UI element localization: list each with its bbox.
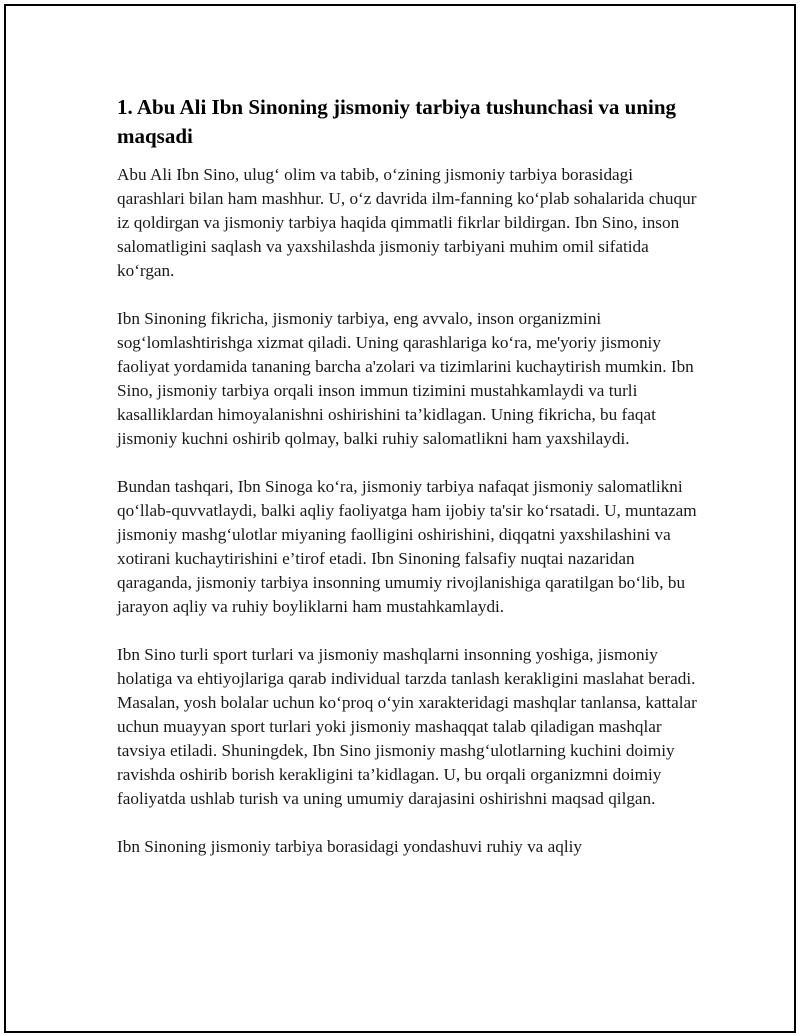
paragraph-1: Abu Ali Ibn Sino, ulug‘ olim va tabib, o‘zining jismoniy tarbiya borasidagi qarashlari bilan ham mashhur. U, o‘z davrida ilm-fanning ko‘plab sohalarida chuqur iz qoldirgan va jismoniy tarbiya haqida qimmatli fikrlar bildirgan. Ibn Sino, inson salomatligini saqlash va yaxshilashda jismoniy tarbiyani muhim omil sifatida ko‘rgan. [117,165,697,280]
paragraph-4: Ibn Sino turli sport turlari va jismoniy mashqlarni insonning yoshiga, jismoniy holatiga va ehtiyojlariga qarab individual tarzda tanlash kerakligini maslahat beradi. Masalan, yosh bolalar uchun ko‘proq o‘yin xarakteridagi mashqlar tanlansa, kattalar uchun muayyan sport turlari yoki jismoniy mashaqqat talab qiladigan mashqlar tavsiya etiladi. Shuningdek, Ibn Sino jismoniy mashg‘ulotlarning kuchini doimiy ravishda oshirib borish kerakligini ta’kidlagan. U, bu orqali organizmni doimiy faoliyatda ushlab turish va uning umumiy darajasini oshirishni maqsad qilgan. [117,645,697,808]
section-heading: 1. Abu Ali Ibn Sinoning jismoniy tarbiya tushunchasi va uning maqsadi [117,95,677,148]
paragraph-3: Bundan tashqari, Ibn Sinoga ko‘ra, jismoniy tarbiya nafaqat jismoniy salomatlikni qo‘llab-quvvatlaydi, balki aqliy faoliyatga ham ijobiy ta'sir ko‘rsatadi. U, muntazam jismoniy mashg‘ulotlar miyaning faolligini oshirishini, diqqatni yaxshilashini va xotirani kuchaytirishini e’tirof etadi. Ibn Sinoning falsafiy nuqtai nazaridan qaraganda, jismoniy tarbiya insonning umumiy rivojlanishiga qaratilgan bo‘lib, bu jarayon aqliy va ruhiy boyliklarni ham mustahkamlaydi. [117,477,697,616]
paragraph-2: Ibn Sinoning fikricha, jismoniy tarbiya, eng avvalo, inson organizmini sog‘lomlashtirishga xizmat qiladi. Uning qarashlariga ko‘ra, me'yoriy jismoniy faoliyat yordamida tananing barcha a'zolari va tizimlarini kuchaytirish mumkin. Ibn Sino, jismoniy tarbiya orqali inson immun tizimini mustahkamlaydi va turli kasalliklardan himoyalanishni oshirishini ta’kidlagan. Uning fikricha, bu faqat jismoniy kuchni oshirib qolmay, balki ruhiy salomatlikni ham yaxshilaydi. [117,309,694,448]
document-body [117,93,697,883]
paragraph-5: Ibn Sinoning jismoniy tarbiya borasidagi yondashuvi ruhiy va aqliy [117,837,582,856]
